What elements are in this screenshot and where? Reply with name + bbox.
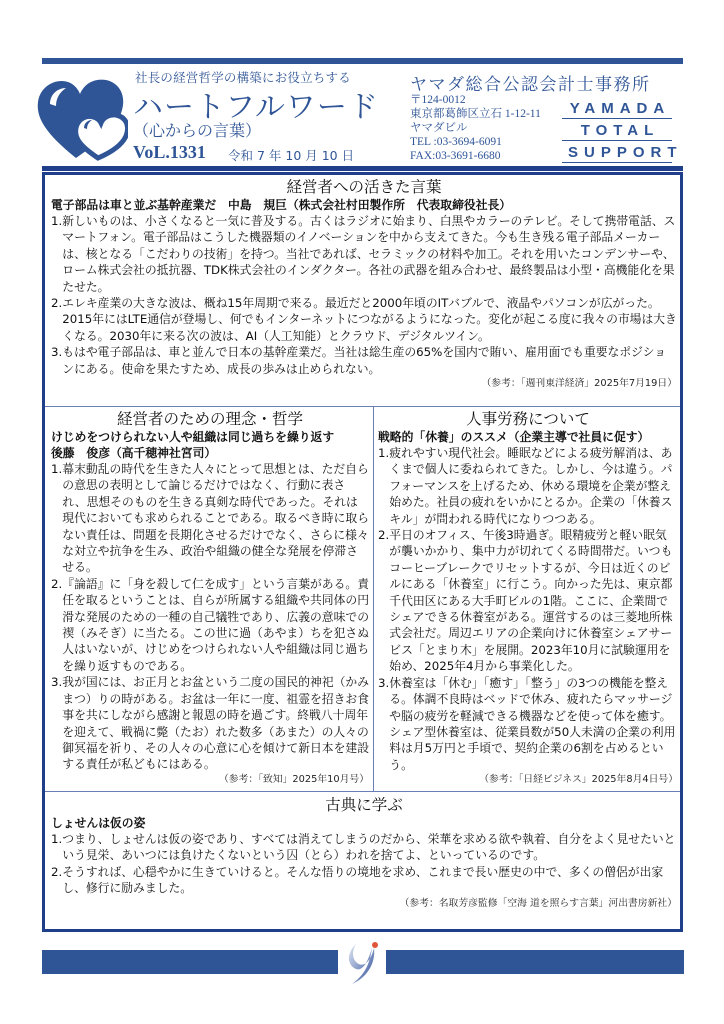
item-number: 1. bbox=[378, 446, 390, 460]
section-author: 後藤 俊彦（高千穂神社宮司） bbox=[51, 446, 217, 460]
issue-date: 令和 7 年 10 月 10 日 bbox=[228, 148, 355, 163]
postal-code: 〒124-0012 bbox=[410, 94, 466, 106]
divider bbox=[45, 406, 680, 407]
header-top-bar bbox=[42, 58, 683, 64]
slogan-line: SUPPORT bbox=[562, 144, 672, 163]
header-bottom-bar bbox=[42, 166, 683, 171]
item-text: つまり、しょせんは仮の姿であり、すべては消えてしまうのだから、栄華を求める欲や執着、自分をよく見せたいという見栄、あいつには負けたくないという囚（とら）われを捨てよ、といっているのです。 bbox=[62, 832, 676, 863]
section-headline: 戦略的「休養」のススメ（企業主導で社員に促す） bbox=[378, 430, 650, 444]
list-item bbox=[51, 576, 369, 674]
section-classics bbox=[51, 795, 677, 911]
tagline: 社長の経営哲学の構築にお役立ちする bbox=[135, 70, 351, 85]
content-frame bbox=[42, 172, 683, 932]
item-text: 幕末動乱の時代を生きた人々にとって思想とは、ただ自らの意思の表明として論じるだけではなく、行動に表され、思想そのものを生きる真剣な時代であった。それは現代においても求められることである。取るべき時に取らない責任は、問題を長期化させるだけでなく、さらに様々な対立や抗争を生み、政治や組織の健全な発展を停滞させる。 bbox=[62, 462, 369, 575]
item-text: 平日のオフィス、午後3時過ぎ。眼精疲労と軽い眠気が襲いかかり、集中力が切れてくる時間帯だ。いつもコーヒーブレークでリセットするが、今日は近くのビルにある「休養室」に行こう。向かった先は、東京都千代田区にある大手町ビルの1階。ここに、企業間でシェアできる休養室がある。運営するのは三菱地所株式会社だ。周辺エリアの企業向けに休養室シェアサービス「とまり木」を展開。2023年10月に試験運用を始め、2025年4月から事業化した。 bbox=[389, 528, 673, 674]
slogan-line: TOTAL bbox=[562, 122, 672, 141]
item-number: 3. bbox=[378, 675, 390, 690]
section-philosophy bbox=[51, 409, 369, 787]
list-item bbox=[51, 295, 677, 344]
item-text: 我が国には、お正月とお盆という二度の国民的神祀（かみまつ）りの時がある。お盆は一年に一度、祖霊を招きお食事を共にしながら感謝と報恩の時を過ごす。終戦八十周年を迎えて、戦禍に斃（たお）れた数多（あまた）の人々の御冥福を祈り、その人々の心意に心を傾けて新日本を建設する責任が私どもにはある。 bbox=[62, 675, 369, 772]
section-title: 経営者への活きた言葉 bbox=[286, 178, 442, 196]
item-text: エレキ産業の大きな波は、概ね15年周期で来る。最近だと2000年頃のITバブルで、液晶やパソコンが広がった。2015年にはLTE通信が登場し、何でもインターネットにつながるようになった。変化が起こる度に我々の市場は大きくなる。2030年に来る次の波は、AI（人工知能）とクラウド、デジタルツイン。 bbox=[62, 296, 677, 343]
yamada-y-logo-icon bbox=[338, 938, 384, 986]
item-list bbox=[51, 213, 677, 377]
footer-bar-left bbox=[42, 950, 338, 974]
address-line-1: 東京都葛飾区立石 1-12-11 bbox=[410, 108, 541, 120]
slogan-line: YAMADA bbox=[562, 100, 672, 119]
section-headline: 電子部品は車と並ぶ基幹産業だ 中島 規巨（株式会社村田製作所 代表取締役社長） bbox=[51, 198, 512, 212]
firm-address bbox=[410, 93, 541, 163]
list-item bbox=[51, 213, 677, 295]
item-number: 3. bbox=[51, 345, 63, 360]
slogan-block bbox=[562, 100, 683, 166]
section-living-words bbox=[51, 177, 677, 391]
item-text: 『論語』に「身を殺して仁を成す」という言葉がある。責任を取るということは、自らが所属する組織や共同体の円滑な発展のための一種の自己犠牲であり、広義の意味での禊（みそぎ）に当たる。この世に過（あやま）ちを犯さぬ人はいないが、けじめをつけられない人や組織は同じ過ちを繰り返すものである。 bbox=[62, 576, 369, 673]
reference: （参考：「週刊東洋経済」2025年7月19日） bbox=[481, 378, 677, 390]
item-text: 休養室は「休む」「癒す」「整う」の3つの機能を整える。体調不良時はベッドで休み、疲れたらマッサージや脳の疲労を軽減できる機器などを使って体を癒す。シェア型休養室は、従業員数が50人未満の企業の利用料は月5万円と手頃で、契約企業の6割を占めるという。 bbox=[389, 675, 676, 772]
divider bbox=[45, 791, 680, 792]
item-number: 1. bbox=[51, 214, 63, 228]
section-headline: けじめをつけられない人や組織は同じ過ちを繰り返す bbox=[51, 430, 335, 444]
item-list bbox=[51, 831, 677, 897]
section-title: 古典に学ぶ bbox=[325, 796, 403, 814]
item-text: 疲れやすい現代社会。睡眠などによる疲労解消は、あくまで個人に委ねられてきた。しかし、今は違う。パフォーマンスを上げるため、休める環境を企業が整え始めた。社員の疲れをいかにとるか。企業の「休養スキル」が問われる時代になりつつある。 bbox=[389, 446, 673, 526]
section-labor bbox=[378, 409, 678, 787]
hearts-icon bbox=[36, 74, 128, 162]
newsletter-title: ハートフルワード bbox=[133, 90, 379, 125]
list-item bbox=[378, 675, 678, 773]
section-headline: しょせんは仮の姿 bbox=[51, 816, 146, 830]
item-number: 2. bbox=[378, 528, 390, 543]
item-list bbox=[51, 461, 369, 773]
list-item bbox=[378, 527, 678, 675]
item-number: 2. bbox=[51, 576, 63, 591]
list-item bbox=[51, 864, 677, 897]
fax: FAX:03-3691-6680 bbox=[410, 150, 501, 162]
address-line-2: ヤマダビル bbox=[410, 122, 468, 134]
item-number: 1. bbox=[51, 832, 63, 846]
volume-number: VoL.1331 bbox=[133, 142, 206, 162]
list-item bbox=[51, 461, 369, 576]
list-item bbox=[51, 344, 677, 377]
newsletter-subtitle: （心からの言葉） bbox=[133, 121, 262, 140]
column-divider bbox=[373, 406, 374, 791]
item-text: そうすれば、心穏やかに生きていけると。そんな悟りの境地を求め、これまで長い歴史の中で、多くの僧侶が出家し、修行に励みました。 bbox=[62, 864, 664, 896]
item-number: 2. bbox=[51, 864, 63, 879]
item-number: 2. bbox=[51, 296, 63, 311]
reference: （参考：「日経ビジネス」2025年8月4日号） bbox=[479, 774, 678, 786]
telephone: TEL :03-3694-6091 bbox=[410, 136, 502, 148]
item-list bbox=[378, 445, 678, 773]
list-item bbox=[378, 445, 678, 527]
item-number: 1. bbox=[51, 462, 63, 476]
section-title: 経営者のための理念・哲学 bbox=[116, 410, 303, 428]
item-number: 3. bbox=[51, 675, 63, 690]
item-text: 新しいものは、小さくなると一気に普及する。古くはラジオに始まり、白黒やカラーのテレビ。そして携帯電話、スマートフォン。電子部品はこうした機器類のイノベーションを中から支えてきた。今も生き残る電子部品メーカーは、核となる「こだわりの技術」を持つ。当社であれば、セラミックの材料や加工。それを用いたコンデンサーや、ローム株式会社の抵抗器、TDK株式会社のインダクター。各社の武器を組み合わせ、最終製品は小型・高機能化を果たせた。 bbox=[62, 214, 676, 294]
list-item bbox=[51, 674, 369, 772]
reference: （参考：「致知」2025年10月号） bbox=[218, 773, 369, 785]
firm-name: ヤマダ総合公認会計士事務所 bbox=[410, 75, 651, 95]
item-text: もはや電子部品は、車と並んで日本の基幹産業だ。当社は総生産の65%を国内で賄い、雇用面でも重要なポジションにある。使命を果たすため、成長の歩みは止められない。 bbox=[62, 345, 667, 376]
reference: （参考：名取芳彦監修「空海 道を照らす言葉」河出書房新社） bbox=[399, 897, 677, 909]
section-title: 人事労務について bbox=[466, 410, 590, 428]
list-item bbox=[51, 831, 677, 864]
footer-bar-right bbox=[386, 950, 684, 974]
